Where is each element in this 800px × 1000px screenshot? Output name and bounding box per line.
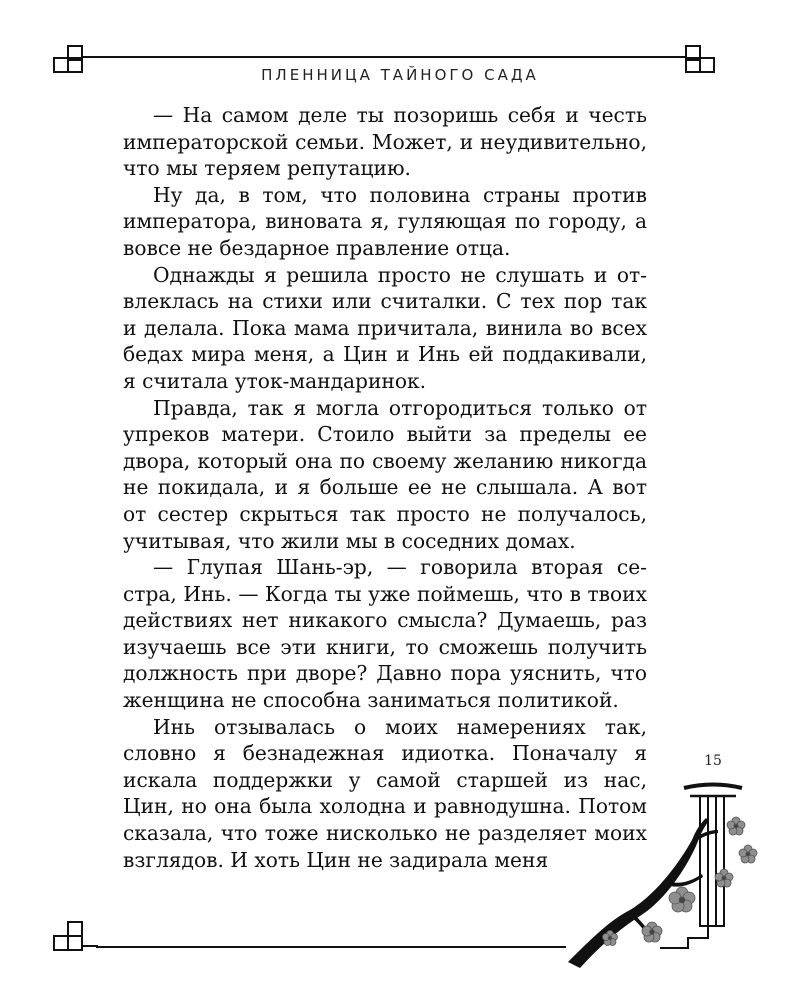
paragraph: Однажды я решила просто не слушать и отвлеклась на стихи или считалки. С тех пор так и делала. Пока мама причитала, винила во всех бедах мира меня, а Цин и Инь ей поддакивали, я считала уток-мандаринок. <box>123 262 647 393</box>
paragraph: Инь отзывалась о моих намерениях так, словно я безнадежная идиотка. Поначалу я искала поддержки у самой старшей из нас, Цин, но она была холодна и равнодушна. Потом сказала, что тоже нисколько не разделяет моих взглядов. И хоть Цин не задирала меня <box>123 714 647 872</box>
running-title: ПЛЕННИЦА ТАЙНОГО САДА <box>261 66 539 84</box>
gate-branch-blossom-icon <box>560 770 760 970</box>
bottom-left-knot-icon <box>50 918 100 958</box>
paragraph: — Глупая Шань-эр, — говорила вторая сестра, Инь. — Когда ты уже поймешь, что в твоих действиях нет никакого смысла? Думаешь, раз изучаешь все эти книги, то сможешь получить должность при дворе? Давно пора уяснить, что женщина не способна заниматься политикой. <box>123 555 647 713</box>
paragraph: Ну да, в том, что половина страны против императора, виновата я, гуляющая по городу, а вовсе не бездарное правление отца. <box>123 182 647 260</box>
bottom-frame-line <box>96 946 566 948</box>
top-left-knot-icon <box>50 42 100 80</box>
paragraph: Правда, так я могла отгородиться только от упреков матери. Стоило выйти за пределы ее двора, который она по своему желанию никогда не покидала, и я больше ее не слышала. А вот от сестер скрыться так просто не получалось, учитывая, что жили мы в соседних домах. <box>123 395 647 553</box>
page-number: 15 <box>704 753 722 769</box>
body-text <box>123 102 647 873</box>
top-frame-line <box>96 56 676 58</box>
paragraph: — На самом деле ты позоришь себя и честь императорской семьи. Может, и неудивительно, что мы теряем репутацию. <box>123 103 647 181</box>
